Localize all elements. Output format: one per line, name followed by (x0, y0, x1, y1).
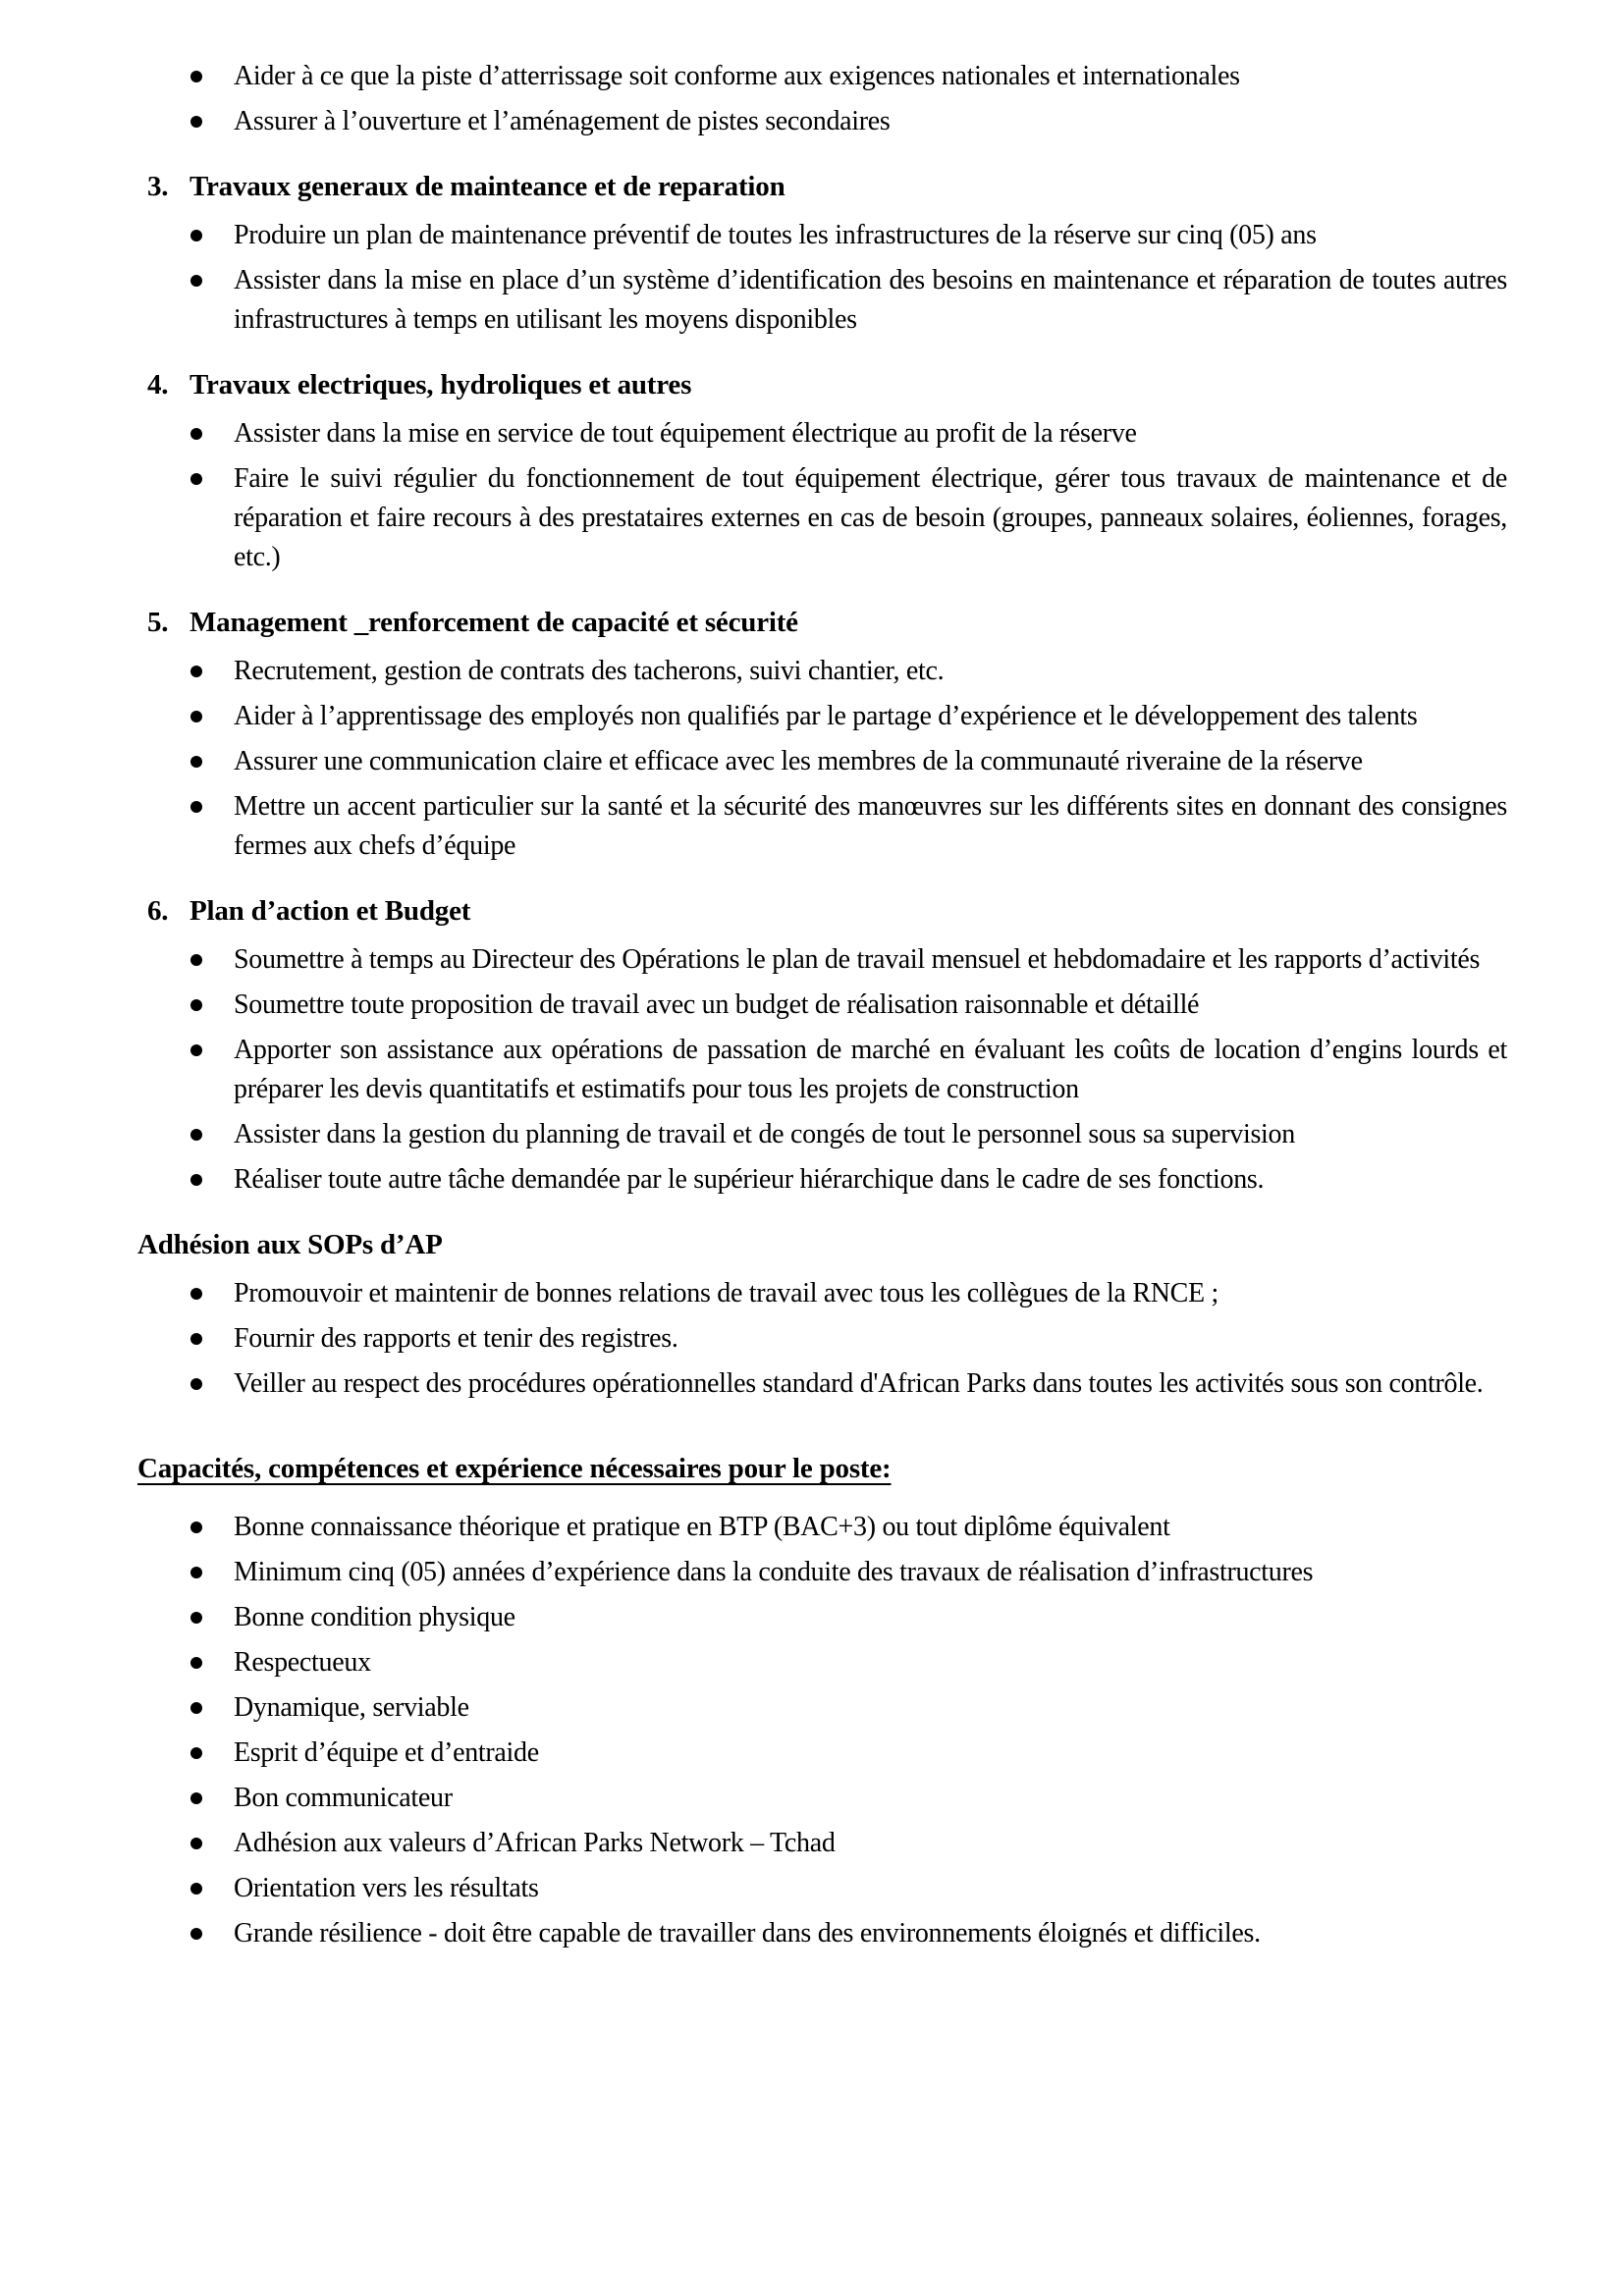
list-item (137, 1364, 1507, 1404)
list-item-text: Promouvoir et maintenir de bonnes relations de travail avec tous les collègues de la RNCE ; (234, 1278, 1218, 1308)
list-item-text: Minimum cinq (05) années d’expérience dans la conduite des travaux de réalisation d’infrastructures (234, 1557, 1314, 1587)
list-item-text: Réaliser toute autre tâche demandée par le supérieur hiérarchique dans le cadre de ses fonctions. (234, 1164, 1265, 1195)
section-number: 3. (147, 171, 169, 202)
bullet-icon (190, 275, 202, 287)
list-item-text: Adhésion aux valeurs d’African Parks Network – Tchad (234, 1828, 836, 1858)
bullet-icon (190, 711, 202, 722)
section-heading-6 (147, 891, 1507, 931)
list-item-text: Faire le suivi régulier du fonctionnement de tout équipement électrique, gérer tous travaux de maintenance et de réparation et faire recours à des prestataires externes en cas de besoin (groupes, panneaux solaires, éoliennes, forages, etc.) (234, 463, 1507, 572)
bullet-icon (190, 756, 202, 768)
bullet-icon (190, 1612, 202, 1624)
list-item-text: Bonne condition physique (234, 1602, 515, 1632)
list-item (137, 1508, 1507, 1547)
bullet-icon (190, 1174, 202, 1186)
list-item (137, 986, 1507, 1025)
list-item (137, 459, 1507, 577)
section-3-bullet-list (137, 216, 1507, 340)
list-item-text: Recrutement, gestion de contrats des tacherons, suivi chantier, etc. (234, 656, 945, 686)
section-title: Management _renforcement de capacité et sécurité (189, 607, 798, 638)
list-item (137, 1598, 1507, 1637)
list-item (137, 1115, 1507, 1154)
bullet-icon (190, 428, 202, 440)
section-5-bullet-list (137, 652, 1507, 866)
list-item (137, 1274, 1507, 1313)
bullet-icon (190, 1747, 202, 1759)
list-item (137, 1553, 1507, 1592)
list-item-text: Dynamique, serviable (234, 1692, 469, 1723)
section-title: Plan d’action et Budget (189, 895, 471, 927)
list-item (137, 652, 1507, 691)
list-item-text: Assister dans la mise en place d’un système d’identification des besoins en maintenance et réparation de toutes autres infrastructures à temps en utilisant les moyens disponibles (234, 265, 1507, 335)
section-4-bullet-list (137, 414, 1507, 577)
list-item (137, 1643, 1507, 1682)
list-item (137, 697, 1507, 736)
list-item-text: Veiller au respect des procédures opérationnelles standard d'African Parks dans toutes les activités sous son contrôle. (234, 1368, 1484, 1399)
list-item-text: Produire un plan de maintenance préventif de toutes les infrastructures de la réserve sur cinq (05) ans (234, 220, 1317, 250)
list-item-text: Respectueux (234, 1647, 371, 1678)
bullet-icon (190, 1838, 202, 1849)
list-item-text: Esprit d’équipe et d’entraide (234, 1737, 539, 1768)
list-item (137, 1824, 1507, 1863)
list-item-text: Apporter son assistance aux opérations de passation de marché en évaluant les coûts de location d’engins lourds et préparer les devis quantitatifs et estimatifs pour tous les projets de construction (234, 1035, 1507, 1104)
bullet-icon (190, 999, 202, 1011)
list-item-text: Assister dans la mise en service de tout équipement électrique au profit de la réserve (234, 418, 1137, 449)
section-title: Travaux generaux de mainteance et de reparation (189, 171, 785, 202)
section-heading-3 (147, 167, 1507, 206)
list-item-text: Assurer une communication claire et efficace avec les membres de la communauté riveraine de la réserve (234, 746, 1363, 776)
section-number: 6. (147, 895, 169, 927)
bullet-icon (190, 1044, 202, 1056)
list-item-text: Assurer à l’ouverture et l’aménagement de pistes secondaires (234, 106, 891, 136)
bullet-icon (190, 1522, 202, 1533)
section-number: 5. (147, 607, 169, 638)
bullet-icon (190, 1288, 202, 1300)
list-item-text: Mettre un accent particulier sur la santé et la sécurité des manœuvres sur les différents sites en donnant des consignes fermes aux chefs d’équipe (234, 791, 1507, 861)
bullet-icon (190, 116, 202, 128)
list-item (137, 57, 1507, 96)
sop-section-heading: Adhésion aux SOPs d’AP (137, 1229, 443, 1260)
bullet-icon (190, 801, 202, 813)
list-item (137, 102, 1507, 141)
section-heading-5 (147, 603, 1507, 642)
list-item-text: Aider à ce que la piste d’atterrissage soit conforme aux exigences nationales et internationales (234, 61, 1240, 91)
capacities-bullet-list (137, 1508, 1507, 1953)
bullet-icon (190, 1792, 202, 1804)
list-item-text: Soumettre à temps au Directeur des Opérations le plan de travail mensuel et hebdomadaire et les rapports d’activités (234, 944, 1481, 975)
list-item (137, 1160, 1507, 1200)
bullet-icon (190, 1657, 202, 1669)
bullet-icon (190, 1567, 202, 1578)
list-item (137, 1914, 1507, 1953)
list-item (137, 216, 1507, 255)
list-item (137, 940, 1507, 980)
bullet-icon (190, 1378, 202, 1390)
bullet-icon (190, 230, 202, 241)
list-item (137, 414, 1507, 454)
list-item (137, 787, 1507, 866)
list-item-text: Bonne connaissance théorique et pratique en BTP (BAC+3) ou tout diplôme équivalent (234, 1512, 1170, 1542)
section-number: 4. (147, 369, 169, 400)
bullet-icon (190, 473, 202, 485)
list-item-text: Orientation vers les résultats (234, 1873, 539, 1903)
bullet-icon (190, 1333, 202, 1345)
bullet-icon (190, 1883, 202, 1895)
bullet-icon (190, 1702, 202, 1714)
list-item-text: Grande résilience - doit être capable de travailler dans des environnements éloignés et difficiles. (234, 1918, 1261, 1949)
section-6-bullet-list (137, 940, 1507, 1200)
list-item (137, 1319, 1507, 1359)
list-item-text: Soumettre toute proposition de travail avec un budget de réalisation raisonnable et détaillé (234, 989, 1200, 1020)
bullet-icon (190, 954, 202, 966)
list-item (137, 1869, 1507, 1908)
list-item (137, 261, 1507, 340)
list-item-text: Assister dans la gestion du planning de travail et de congés de tout le personnel sous sa supervision (234, 1119, 1295, 1149)
bullet-icon (190, 71, 202, 82)
bullet-icon (190, 666, 202, 677)
list-item (137, 1779, 1507, 1818)
section-title: Travaux electriques, hydroliques et autres (189, 369, 692, 400)
bullet-icon (190, 1129, 202, 1141)
list-item (137, 1734, 1507, 1773)
list-item-text: Aider à l’apprentissage des employés non qualifiés par le partage d’expérience et le développement des talents (234, 701, 1418, 731)
intro-bullet-list (137, 57, 1507, 141)
list-item (137, 1031, 1507, 1109)
bullet-icon (190, 1928, 202, 1940)
list-item-text: Fournir des rapports et tenir des registres. (234, 1323, 678, 1354)
capacities-section-heading: Capacités, compétences et expérience nécessaires pour le poste: (137, 1453, 892, 1484)
list-item (137, 1688, 1507, 1728)
list-item-text: Bon communicateur (234, 1783, 453, 1813)
sop-bullet-list (137, 1274, 1507, 1404)
section-heading-4 (147, 365, 1507, 404)
list-item (137, 742, 1507, 781)
